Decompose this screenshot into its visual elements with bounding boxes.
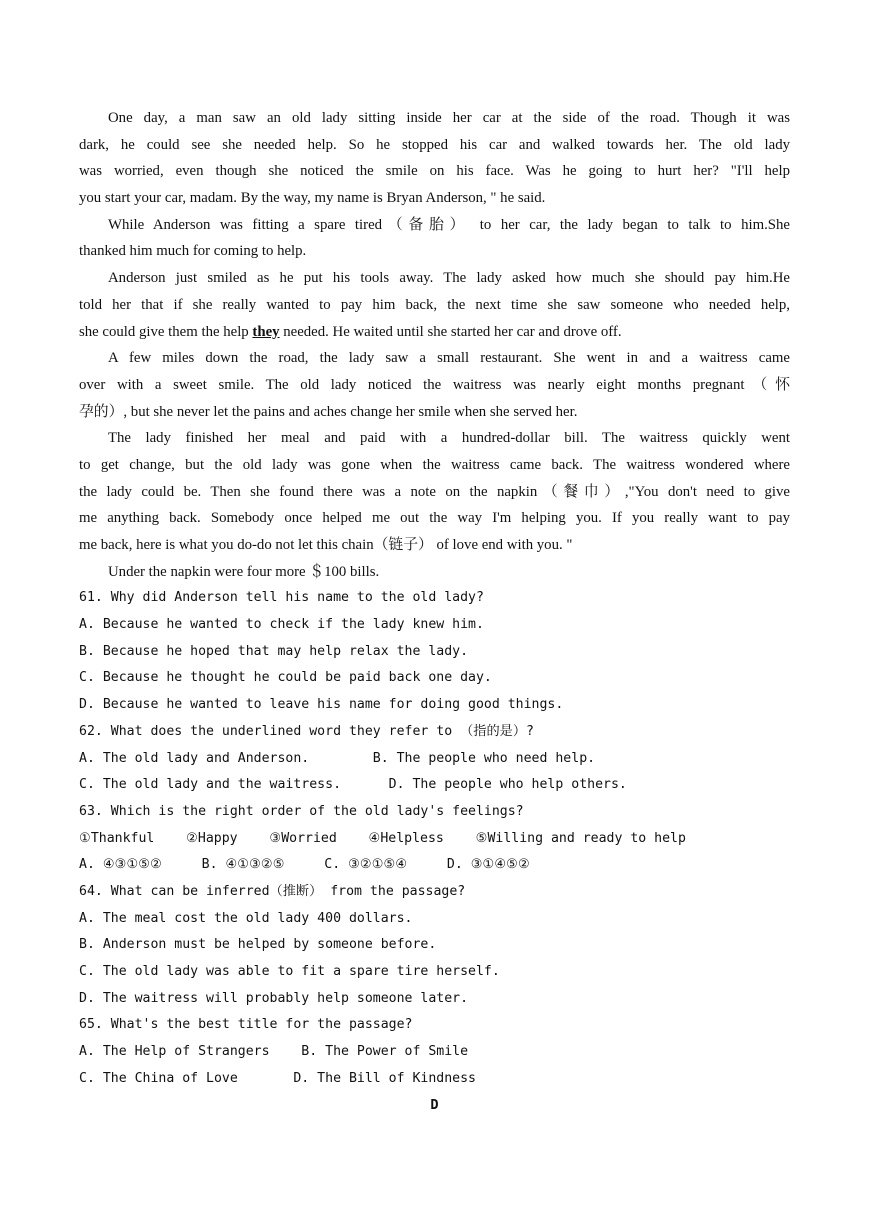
passage-paragraph-4 xyxy=(79,345,790,425)
answer-option: A. Because he wanted to check if the lady knew him. xyxy=(79,617,484,633)
text-line: me back, here is what you do-do not let this chain（链子） of love end with you. " xyxy=(79,537,573,553)
text-line: over with a sweet smile. The old lady noticed the waitress was nearly eight months pregnant（怀 xyxy=(79,376,790,393)
text-line: to get change, but the old lady was gone when the waitress came back. The waitress wondered where xyxy=(79,456,790,473)
answer-options-row: A. ④③①⑤② B. ④①③②⑤ C. ③②①⑤④ D. ③①④⑤② xyxy=(79,857,530,873)
text-line: While Anderson was fitting a spare tired（备胎） to her car, the lady began to talk to him.She xyxy=(108,216,790,233)
text-line: The lady finished her meal and paid with a hundred-dollar bill. The waitress quickly went xyxy=(108,430,790,447)
question-63 xyxy=(79,799,790,879)
text-line: you start your car, madam. By the way, my name is Bryan Anderson, " he said. xyxy=(79,190,546,207)
passage-paragraph-3 xyxy=(79,265,790,345)
text-line: me anything back. Somebody once helped me out the way I'm helping you. If you really want to pay xyxy=(79,510,790,527)
text-segment: needed. He waited until she started her car and drove off. xyxy=(279,323,622,340)
question-61 xyxy=(79,585,790,718)
text-line: the lady could be. Then she found there was a note on the napkin（餐巾）,"You don't need to give xyxy=(79,483,790,500)
document-page xyxy=(79,105,790,1119)
question-64 xyxy=(79,879,790,1012)
question-65 xyxy=(79,1012,790,1092)
text-line: One day, a man saw an old lady sitting inside her car at the side of the road. Though it was xyxy=(108,110,790,126)
text-line xyxy=(79,319,790,346)
passage-paragraph-5 xyxy=(79,425,790,558)
text-line: Anderson just smiled as he put his tools away. The lady asked how much she should pay him.He xyxy=(108,270,790,287)
question-stem: 62. What does the underlined word they refer to （指的是）? xyxy=(79,723,534,739)
text-line: thanked him much for coming to help. xyxy=(79,243,307,260)
answer-options-row: C. The old lady and the waitress. D. The people who help others. xyxy=(79,777,627,793)
question-stem: 63. Which is the right order of the old lady's feelings? xyxy=(79,803,524,819)
answer-option: D. Because he wanted to leave his name for doing good things. xyxy=(79,697,564,713)
text-line: A few miles down the road, the lady saw a small restaurant. She went in and a waitress came xyxy=(108,350,790,367)
question-stem: 61. Why did Anderson tell his name to the old lady? xyxy=(79,590,484,606)
passage-paragraph-1 xyxy=(79,105,790,212)
text-line: told her that if she really wanted to pay him back, the next time she saw someone who needed help, xyxy=(79,296,790,313)
question-stem: 64. What can be inferred（推断） from the passage? xyxy=(79,883,466,899)
text-line: Under the napkin were four more ＄100 bills. xyxy=(108,563,380,580)
text-line: dark, he could see she needed help. So he stopped his car and walked towards her. The old lady xyxy=(79,136,790,153)
section-marker: D xyxy=(430,1097,439,1114)
answer-option: B. Anderson must be helped by someone before. xyxy=(79,937,437,953)
answer-option: B. Because he hoped that may help relax the lady. xyxy=(79,643,469,659)
feeling-items: ①Thankful ②Happy ③Worried ④Helpless ⑤Willing and ready to help xyxy=(79,830,686,846)
question-62 xyxy=(79,719,790,799)
question-stem: 65. What's the best title for the passage? xyxy=(79,1017,413,1033)
passage-paragraph-2 xyxy=(79,212,790,265)
text-line: was worried, even though she noticed the smile on his face. Was he going to hurt her? "I'll help xyxy=(79,163,790,180)
answer-options-row: C. The China of Love D. The Bill of Kindness xyxy=(79,1070,476,1086)
passage-paragraph-6 xyxy=(79,559,790,586)
text-line: 孕的）, but she never let the pains and aches change her smile when she served her. xyxy=(79,403,578,420)
answer-option: C. Because he thought he could be paid back one day. xyxy=(79,670,492,686)
answer-option: D. The waitress will probably help someone later. xyxy=(79,990,469,1006)
answer-option: A. The meal cost the old lady 400 dollars. xyxy=(79,910,413,926)
answer-options-row: A. The Help of Strangers B. The Power of Smile xyxy=(79,1044,469,1060)
underlined-word: they xyxy=(252,323,280,340)
answer-option: C. The old lady was able to fit a spare tire herself. xyxy=(79,964,500,979)
answer-options-row: A. The old lady and Anderson. B. The people who need help. xyxy=(79,750,596,766)
text-segment: she could give them the help xyxy=(79,323,253,340)
